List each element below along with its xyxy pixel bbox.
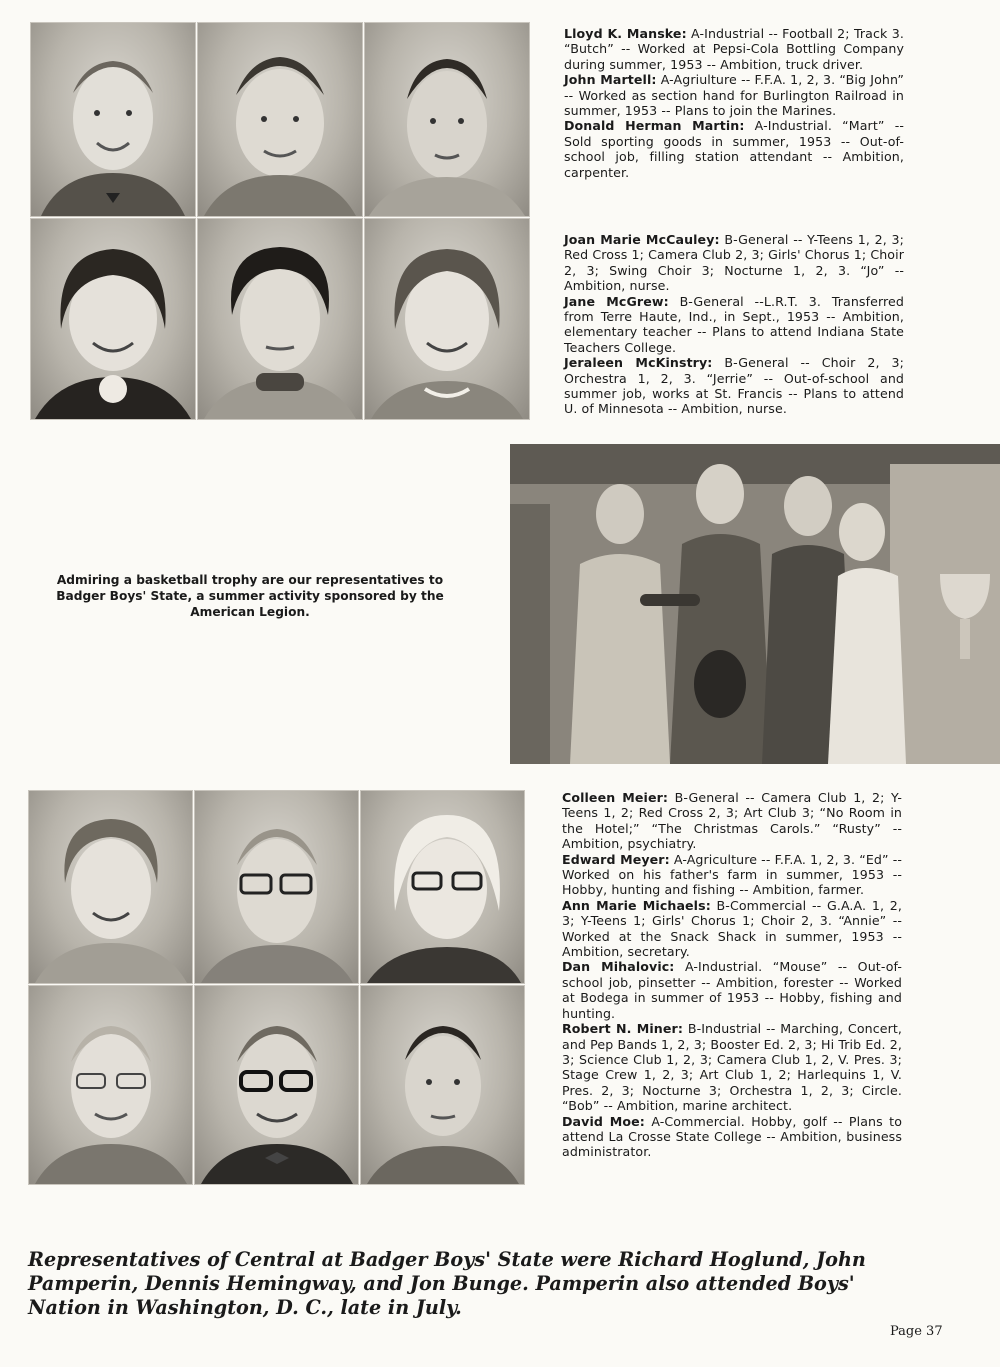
portrait-martell (197, 22, 363, 217)
bio-entry (562, 852, 902, 898)
bio-entry (564, 294, 904, 356)
photo-caption: Admiring a basketball trophy are our representatives to Badger Boys' State, a summer activity sponsored by the American Legion. (56, 573, 444, 619)
student-details: B-General -- Y-Teens 1, 2, 3; Red Cross 1; Camera Club 2, 3; Girls' Chorus 1; Choir 2, 3; Swing Choir 3; Nocturne 1, 2, 3. “Jo” -- Ambition, nurse. (564, 232, 904, 294)
bio-entry (564, 26, 904, 72)
student-name: Lloyd K. Manske: (564, 26, 687, 41)
bio-entry (562, 790, 902, 852)
portrait-mihalovic (28, 985, 193, 1185)
student-name: Edward Meyer: (562, 851, 670, 867)
student-name: Donald Herman Martin: (564, 118, 745, 134)
student-details: A-Commercial. Hobby, golf -- Plans to attend La Crosse State College -- Ambition, business administrator. (562, 1113, 903, 1160)
portrait-mcgrew (197, 218, 363, 420)
portrait-mckinstry (364, 218, 530, 420)
bio-entry (562, 898, 902, 960)
bio-entry (562, 1021, 902, 1113)
student-details: B-Industrial -- Marching, Concert, and Pep Bands 1, 2, 3; Booster Ed. 2, 3; Hi Trib Ed. 2, 3; Science Club 1, 2, 3; Camera Club 1, 2, V. Pres. 3; Stage Crew 1, 2, 3; Art Club 1, 2; Harlequins 1, V. Pres. 2, 3; Nocturne 3; Orchestra 1, 2, 3; Circle. “Bob” -- Ambition, marine architect. (562, 1021, 902, 1114)
student-details: B-General -- Camera Club 1, 2; Y-Teens 1, 2; Red Cross 2, 3; Art Club 3; “No Room in the Hotel;” “The Christmas Carols.” “Rusty” -- Ambition, psychiatry. (562, 790, 902, 852)
bio-entry (562, 1114, 902, 1160)
bio-entry (562, 959, 902, 1021)
student-details: A-Industrial. “Mouse” -- Out-of-school job, pinsetter -- Ambition, forester -- Worked at Bodega in summer of 1953 -- Hobby, fishing and hunting. (562, 959, 902, 1021)
student-details: A-Agriulture -- F.F.A. 1, 2, 3. “Big John” -- Worked as section hand for Burlington Railroad in summer, 1953 -- Plans to join the Marines. (564, 72, 904, 119)
student-name: Joan Marie McCauley: (564, 232, 720, 247)
page-number: Page 37 (890, 1324, 943, 1339)
student-name: John Martell: (564, 72, 657, 88)
student-details: B-General -- Choir 2, 3; Orchestra 1, 2, 3. “Jerrie” -- Out-of-school and summer job, works at St. Francis -- Plans to attend U. of Minnesota -- Ambition, nurse. (564, 355, 904, 417)
student-details: B-Commercial -- G.A.A. 1, 2, 3; Y-Teens 1; Girls' Chorus 1; Choir 2, 3. “Annie” -- Worked at the Snack Shack in summer, 1953 -- Ambition, secretary. (562, 897, 902, 960)
bio-block-bottom (562, 790, 902, 1160)
student-name: Robert N. Miner: (562, 1021, 683, 1037)
portrait-manske (30, 22, 196, 217)
student-name: Jane McGrew: (564, 293, 669, 309)
student-details: B-General --L.R.T. 3. Transferred from Terre Haute, Ind., in Sept., 1953 -- Ambition, elementary teacher -- Plans to attend Indiana State Teachers College. (564, 293, 904, 355)
portrait-martin (364, 22, 530, 217)
bio-entry (564, 118, 904, 180)
portrait-mccauley (30, 218, 196, 420)
student-name: David Moe: (562, 1113, 645, 1129)
student-name: Jeraleen McKinstry: (564, 355, 713, 371)
student-details: A-Industrial. “Mart” -- Sold sporting goods in summer, 1953 -- Out-of-school job, filling station attendant -- Ambition, carpenter. (564, 118, 905, 180)
student-name: Dan Mihalovic: (562, 959, 675, 975)
student-details: A-Industrial -- Football 2; Track 3. “Butch” -- Worked at Pepsi-Cola Bottling Company during summer, 1953 -- Ambition, truck driver. (564, 26, 904, 72)
bio-block-top (564, 26, 904, 180)
bio-entry (564, 232, 904, 294)
group-photo-trophy (510, 444, 1000, 764)
portrait-meier (28, 790, 193, 984)
portrait-meyer (194, 790, 359, 984)
footer-paragraph: Representatives of Central at Badger Boys' State were Richard Hoglund, John Pamperin, Dennis Hemingway, and Jon Bunge. Pamperin also attended Boys' Nation in Washington, D. C., late in July. (28, 1248, 866, 1319)
portrait-miner (194, 985, 359, 1185)
bio-entry (564, 355, 904, 417)
portrait-michaels (360, 790, 525, 984)
student-name: Ann Marie Michaels: (562, 897, 711, 913)
bio-block-second (564, 232, 904, 417)
student-details: A-Agriculture -- F.F.A. 1, 2, 3. “Ed” -- Worked on his father's farm in summer, 1953 -- Hobby, hunting and fishing -- Ambition, farmer. (562, 851, 903, 898)
portrait-moe (360, 985, 525, 1185)
bio-entry (564, 72, 904, 118)
student-name: Colleen Meier: (562, 790, 669, 805)
